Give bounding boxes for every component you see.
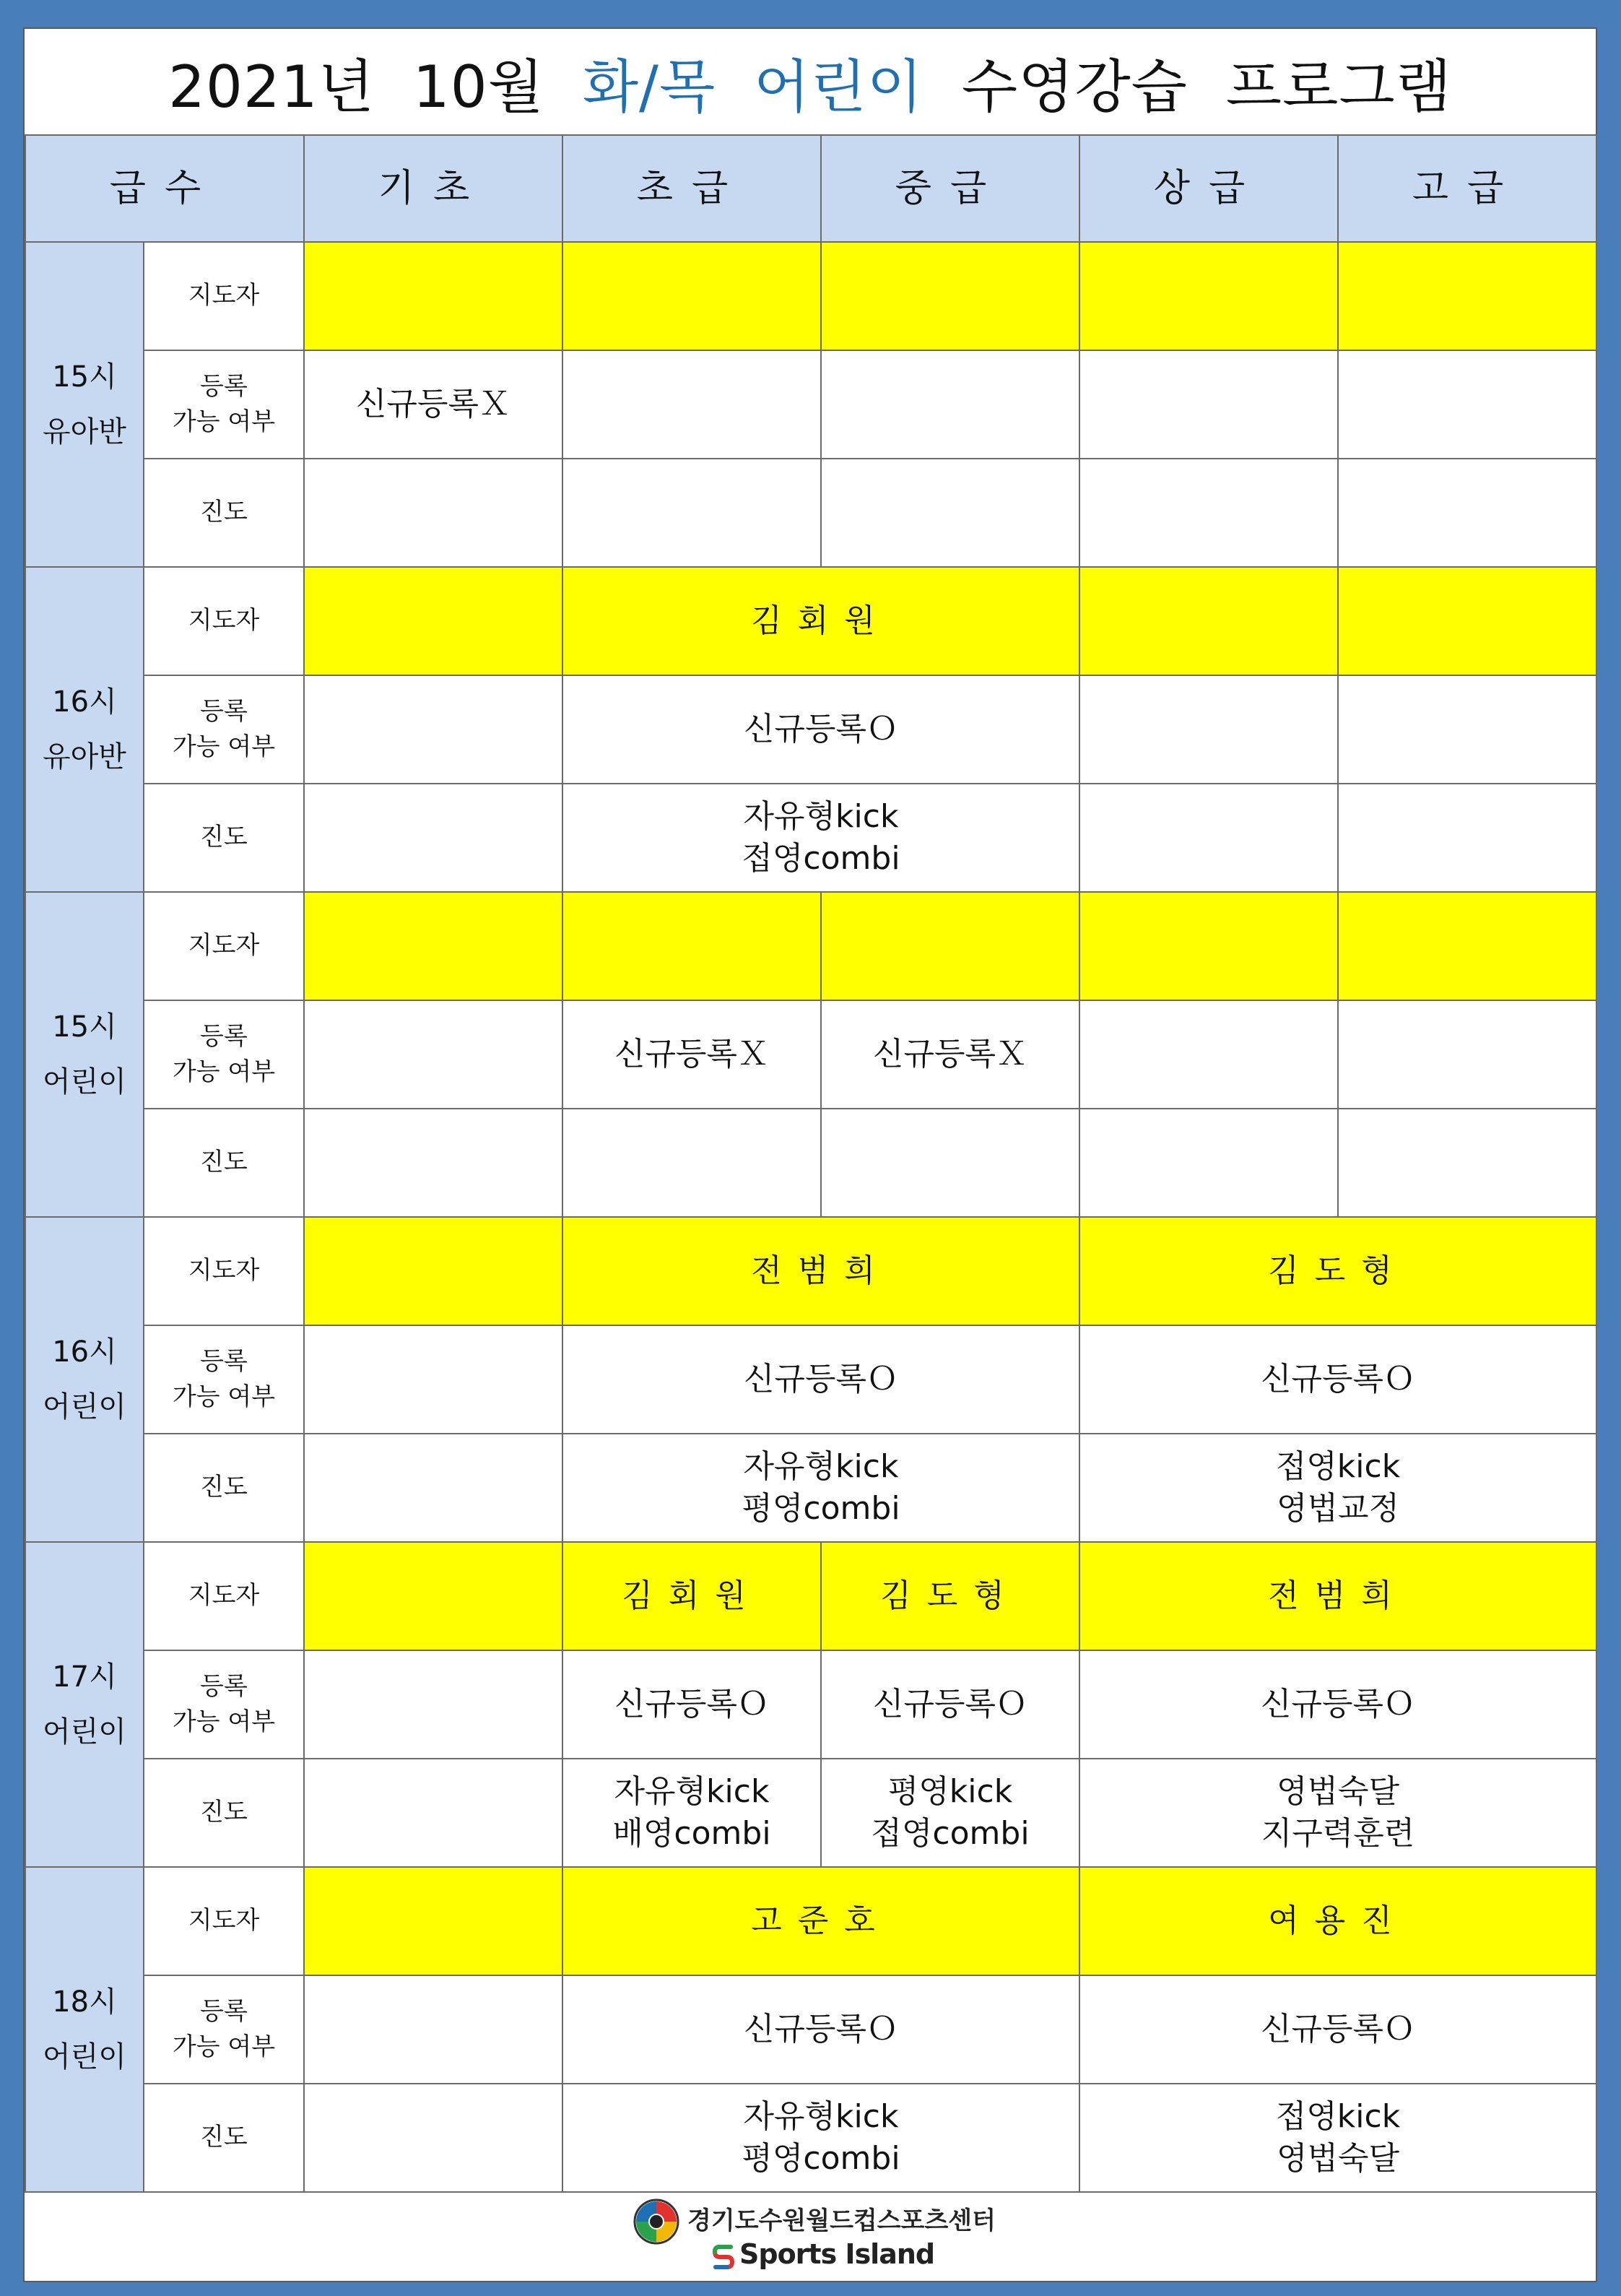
instructor-cell: 여용진 — [1079, 1867, 1596, 1975]
instructor-cell — [562, 242, 821, 350]
instructor-label: 지도자 — [144, 1867, 304, 1975]
brand-s-icon — [712, 2243, 735, 2271]
empty-cell — [1079, 1109, 1338, 1217]
instructor-cell — [821, 892, 1079, 1000]
empty-cell — [1079, 350, 1338, 459]
table-row — [25, 1867, 1596, 1975]
instructor-cell: 전범희 — [1079, 1542, 1596, 1650]
instructor-cell: 김도형 — [1079, 1217, 1596, 1325]
table-row — [25, 1434, 1596, 1542]
table-row — [25, 1759, 1596, 1867]
registration-cell: 신규등록Ｏ — [1079, 1325, 1596, 1434]
empty-cell — [1338, 1000, 1596, 1109]
table-row — [25, 1650, 1596, 1759]
table-row — [25, 2084, 1596, 2192]
progress-cell: 평영kick 접영combi — [821, 1759, 1079, 1867]
empty-cell — [1079, 675, 1338, 784]
table-row — [25, 1975, 1596, 2084]
header-level-upper: 상급 — [1079, 135, 1338, 242]
empty-cell — [304, 784, 562, 892]
empty-cell — [304, 1109, 562, 1217]
title-highlight: 화/목 어린이 — [582, 53, 924, 121]
brand-name: Sports Island — [739, 2238, 935, 2270]
header-grade: 급수 — [25, 135, 304, 242]
registration-cell: 신규등록Ｏ — [562, 675, 1079, 784]
progress-label: 진도 — [144, 784, 304, 892]
registration-cell: 신규등록Ｏ — [562, 1650, 821, 1759]
group-label: 15시 유아반 — [25, 242, 144, 567]
empty-cell — [304, 1000, 562, 1109]
empty-cell — [304, 1650, 562, 1759]
instructor-cell — [304, 1217, 562, 1325]
empty-cell — [1079, 1000, 1338, 1109]
registration-label: 등록 가능 여부 — [144, 1650, 304, 1759]
instructor-cell — [304, 892, 562, 1000]
empty-cell — [1079, 784, 1338, 892]
progress-label: 진도 — [144, 459, 304, 567]
instructor-cell — [1079, 567, 1338, 675]
table-row — [25, 459, 1596, 567]
instructor-cell — [1338, 892, 1596, 1000]
empty-cell — [304, 675, 562, 784]
instructor-label: 지도자 — [144, 567, 304, 675]
page-title — [25, 29, 1596, 134]
table-row — [25, 567, 1596, 675]
schedule-table — [25, 134, 1597, 2193]
progress-cell: 자유형kick 평영combi — [562, 2084, 1079, 2192]
table-row — [25, 1325, 1596, 1434]
instructor-cell — [1079, 242, 1338, 350]
header-level-intermediate: 중급 — [821, 135, 1079, 242]
progress-label: 진도 — [144, 1434, 304, 1542]
group-label: 16시 어린이 — [25, 1217, 144, 1542]
group-label: 18시 어린이 — [25, 1867, 144, 2192]
empty-cell — [1079, 459, 1338, 567]
empty-cell — [821, 459, 1079, 567]
instructor-cell — [304, 242, 562, 350]
progress-cell: 접영kick 영법숙달 — [1079, 2084, 1596, 2192]
registration-label: 등록 가능 여부 — [144, 1325, 304, 1434]
instructor-cell — [1338, 567, 1596, 675]
progress-cell: 자유형kick 평영combi — [562, 1434, 1079, 1542]
table-row — [25, 242, 1596, 350]
progress-cell: 자유형kick 배영combi — [562, 1759, 821, 1867]
registration-cell: 신규등록Ｏ — [1079, 1975, 1596, 2084]
empty-cell — [304, 1325, 562, 1434]
registration-cell: 신규등록Ｏ — [1079, 1650, 1596, 1759]
table-row — [25, 1000, 1596, 1109]
empty-cell — [821, 350, 1079, 459]
instructor-cell — [1338, 242, 1596, 350]
empty-cell — [304, 459, 562, 567]
header-row — [25, 135, 1596, 242]
title-program: 수영강습 프로그램 — [923, 53, 1452, 121]
footer-logo — [25, 2191, 1596, 2282]
empty-cell — [562, 1109, 821, 1217]
schedule-sheet — [23, 27, 1597, 2282]
progress-label: 진도 — [144, 2084, 304, 2192]
instructor-cell — [562, 892, 821, 1000]
instructor-cell: 김회원 — [562, 1542, 821, 1650]
header-level-beginner: 초급 — [562, 135, 821, 242]
instructor-cell — [304, 1867, 562, 1975]
registration-label: 등록 가능 여부 — [144, 350, 304, 459]
group-label: 15시 어린이 — [25, 892, 144, 1217]
instructor-cell: 전범희 — [562, 1217, 1079, 1325]
header-level-advanced: 고급 — [1338, 135, 1596, 242]
table-row — [25, 784, 1596, 892]
table-row — [25, 350, 1596, 459]
table-row — [25, 1217, 1596, 1325]
instructor-cell — [821, 242, 1079, 350]
empty-cell — [304, 1975, 562, 2084]
empty-cell — [1338, 1109, 1596, 1217]
empty-cell — [304, 1434, 562, 1542]
progress-cell: 자유형kick 접영combi — [562, 784, 1079, 892]
registration-cell: 신규등록Ｘ — [562, 1000, 821, 1109]
registration-cell: 신규등록Ｏ — [562, 1325, 1079, 1434]
instructor-cell — [1079, 892, 1338, 1000]
header-level-basic: 기초 — [304, 135, 562, 242]
instructor-cell: 김회원 — [562, 567, 1079, 675]
registration-cell: 신규등록Ｏ — [562, 1975, 1079, 2084]
instructor-cell: 김도형 — [821, 1542, 1079, 1650]
registration-cell: 신규등록Ｘ — [304, 350, 562, 459]
instructor-label: 지도자 — [144, 242, 304, 350]
soccer-ball-icon — [633, 2198, 680, 2245]
registration-label: 등록 가능 여부 — [144, 1975, 304, 2084]
instructor-cell — [304, 1542, 562, 1650]
table-row — [25, 1542, 1596, 1650]
instructor-label: 지도자 — [144, 892, 304, 1000]
progress-cell: 영법숙달 지구력훈련 — [1079, 1759, 1596, 1867]
progress-label: 진도 — [144, 1109, 304, 1217]
empty-cell — [1338, 459, 1596, 567]
empty-cell — [562, 459, 821, 567]
empty-cell — [304, 2084, 562, 2192]
title-date: 2021년 10월 — [168, 53, 583, 121]
empty-cell — [1338, 350, 1596, 459]
group-label: 17시 어린이 — [25, 1542, 144, 1867]
registration-cell: 신규등록Ｘ — [821, 1000, 1079, 1109]
progress-label: 진도 — [144, 1759, 304, 1867]
registration-cell: 신규등록Ｏ — [821, 1650, 1079, 1759]
table-row — [25, 892, 1596, 1000]
instructor-cell: 고준호 — [562, 1867, 1079, 1975]
instructor-label: 지도자 — [144, 1217, 304, 1325]
instructor-label: 지도자 — [144, 1542, 304, 1650]
empty-cell — [1338, 675, 1596, 784]
empty-cell — [1338, 784, 1596, 892]
empty-cell — [304, 1759, 562, 1867]
table-row — [25, 1109, 1596, 1217]
progress-cell: 접영kick 영법교정 — [1079, 1434, 1596, 1542]
registration-label: 등록 가능 여부 — [144, 675, 304, 784]
registration-label: 등록 가능 여부 — [144, 1000, 304, 1109]
org-name: 경기도수원월드컵스포츠센터 — [687, 2206, 996, 2235]
table-row — [25, 675, 1596, 784]
empty-cell — [562, 350, 821, 459]
group-label: 16시 유아반 — [25, 567, 144, 892]
instructor-cell — [304, 567, 562, 675]
empty-cell — [821, 1109, 1079, 1217]
